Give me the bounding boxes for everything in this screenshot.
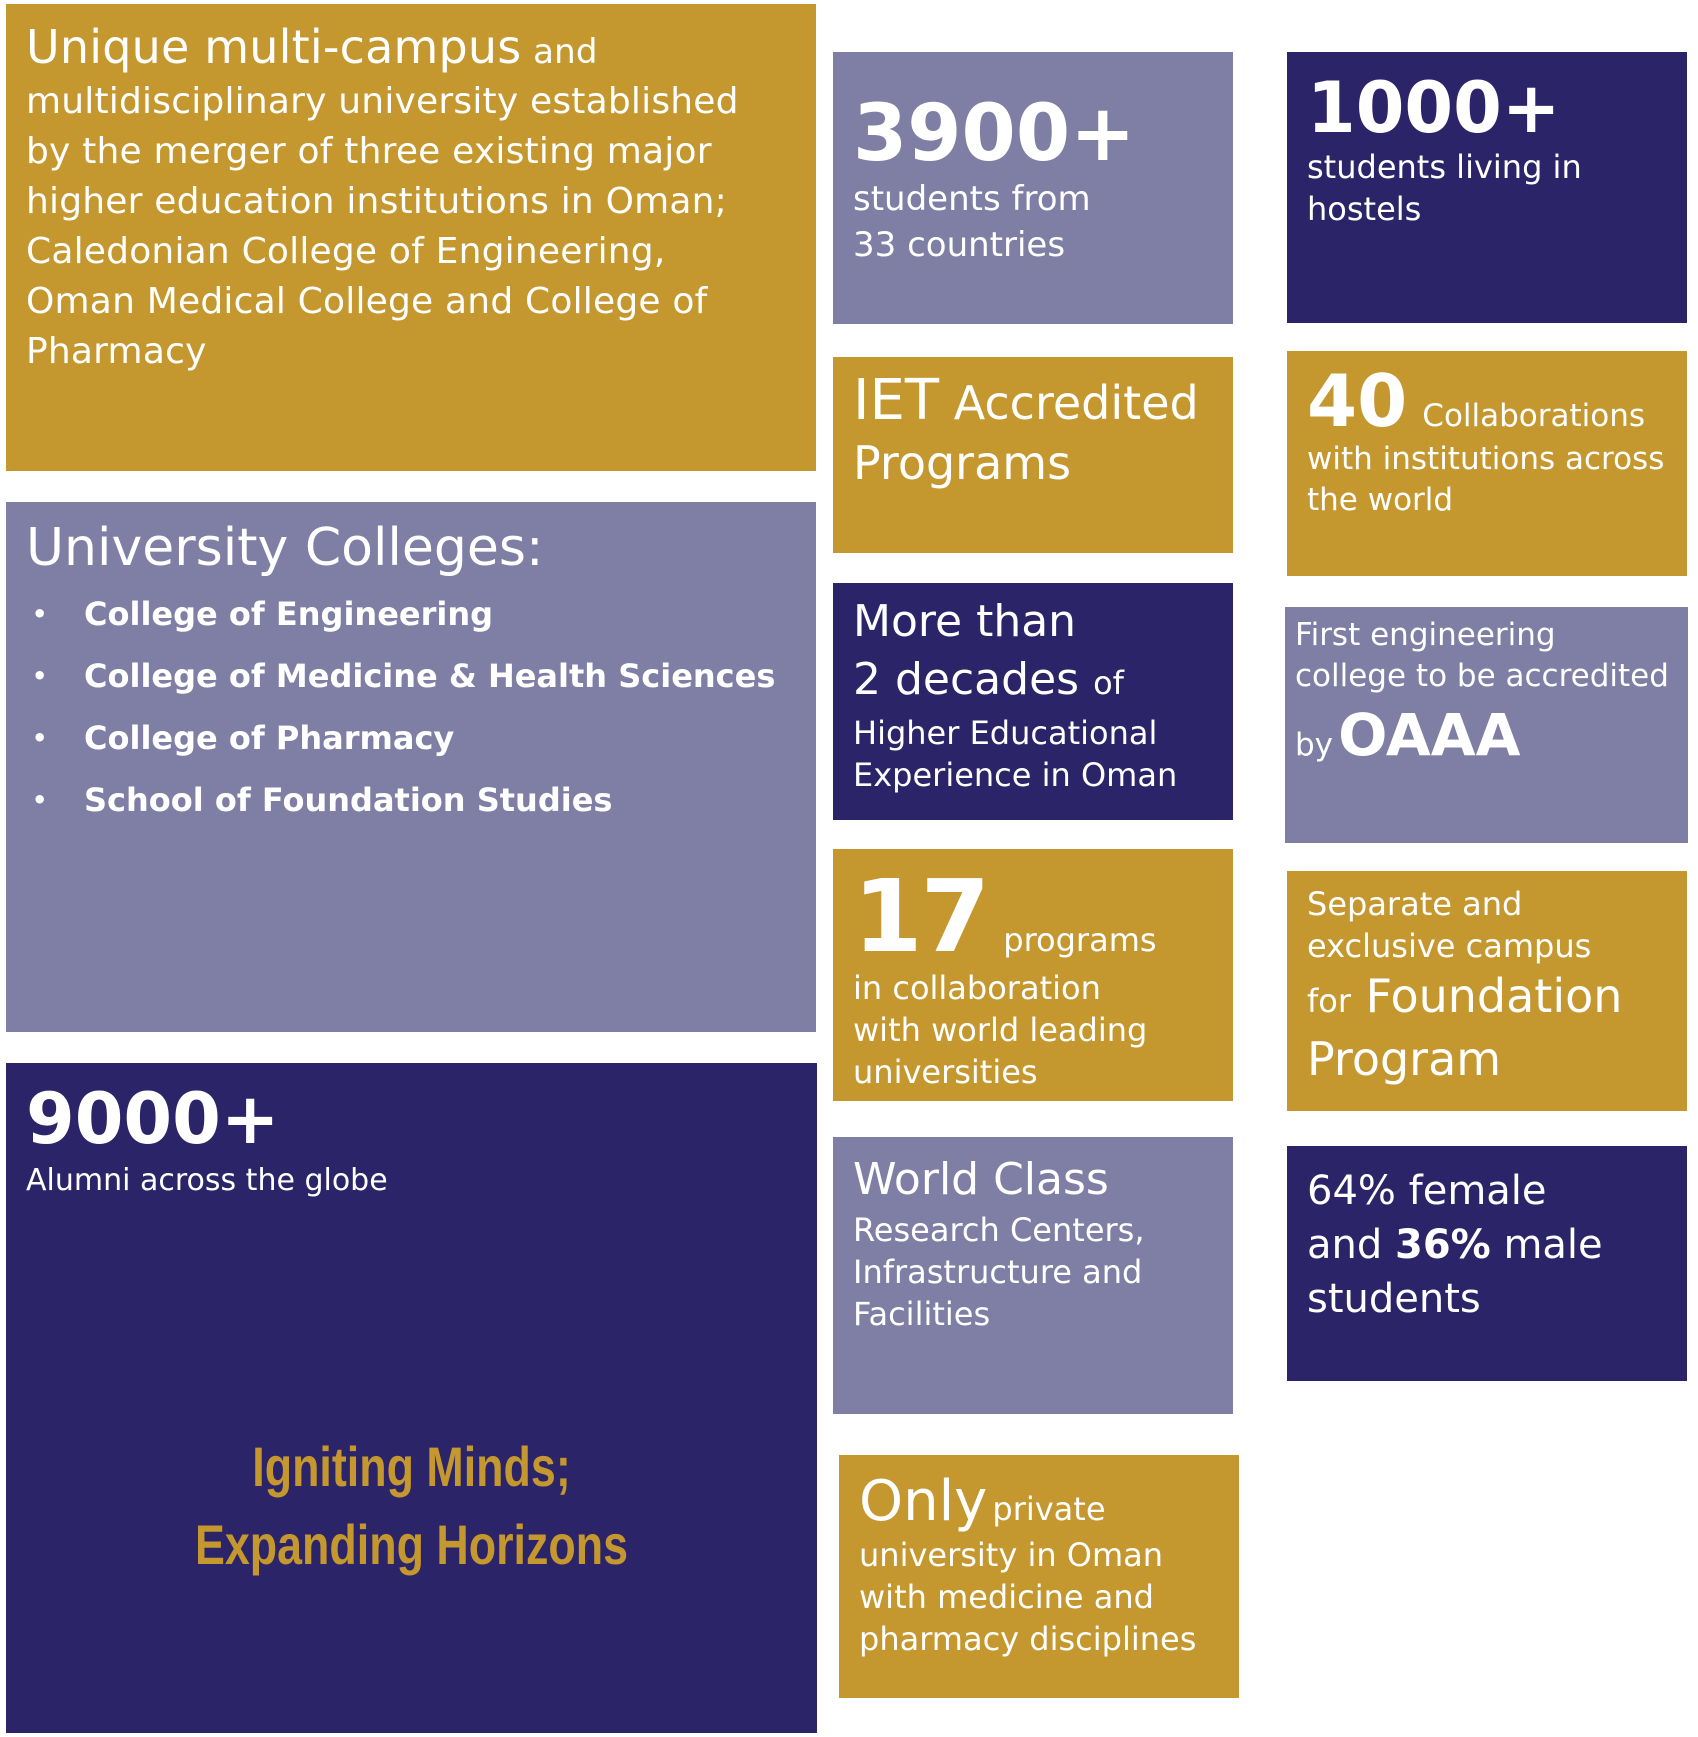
slogan-line: Igniting Minds; [252,1435,571,1498]
bullet-icon: • [32,600,48,628]
students-number: 3900+ [853,89,1136,179]
intro-tile [6,4,816,471]
oaaa-line: college to be accredited [1295,658,1669,694]
list-item [26,594,796,656]
bullet-icon: • [32,786,48,814]
oaaa-big: OAAA [1338,701,1521,769]
intro-first-line [26,22,796,77]
alumni-label: Alumni across the globe [26,1163,388,1198]
programs-line: with world leading [853,1011,1148,1049]
foundation-big: Foundation [1365,969,1623,1023]
decades-line: More than [853,596,1077,647]
research-line: Research Centers, [853,1211,1145,1249]
foundation-line: Separate and [1307,885,1523,923]
college-name: School of Foundation Studies [84,781,613,819]
foundation-line [1307,967,1667,1030]
intro-line: Oman Medical College and College of [26,281,708,322]
list-item [26,656,796,718]
slogan-line: Expanding Horizons [194,1513,629,1576]
intro-and: and [533,32,598,72]
oaaa-tile [1285,607,1688,843]
intro-lead: Unique multi-campus [26,20,522,74]
colleges-heading: University Colleges: [26,518,544,578]
foundation-line: Program [1307,1032,1502,1086]
slogan [87,1428,736,1584]
research-line: Facilities [853,1295,991,1333]
intro-line: Caledonian College of Engineering, [26,231,666,272]
programs-line: universities [853,1053,1038,1091]
only-top [859,1469,1219,1534]
decades-line [853,651,1213,712]
intro-line: higher education institutions in Oman; [26,181,728,222]
only-line: pharmacy disciplines [859,1620,1197,1658]
gender-line [1307,1164,1667,1218]
collab-top-label: Collaborations [1422,398,1646,434]
decades-line: Higher Educational [853,714,1158,752]
bullet-icon: • [32,724,48,752]
programs-number: 17 [853,858,989,975]
programs-top [853,858,1213,975]
intro-line: multidisciplinary university established [26,81,739,122]
foundation-line: exclusive campus [1307,927,1592,965]
only-tile [839,1455,1239,1698]
hostels-line: hostels [1307,190,1422,228]
intro-line: by the merger of three existing major [26,131,712,172]
female-label: female [1408,1168,1547,1214]
collab-tile [1287,351,1687,576]
colleges-list [26,594,796,842]
bullet-icon: • [32,662,48,690]
research-line: Infrastructure and [853,1253,1143,1291]
college-name: College of Pharmacy [84,719,455,757]
collab-line: with institutions across [1307,441,1665,477]
collab-line: the world [1307,482,1454,518]
only-line: with medicine and [859,1578,1154,1616]
oaaa-line: First engineering [1295,617,1556,653]
research-tile [833,1137,1233,1414]
male-label: male [1503,1222,1603,1268]
male-pct: 36% [1394,1222,1491,1268]
foundation-tile [1287,871,1687,1111]
collab-top [1307,359,1667,443]
only-big: Only [859,1469,988,1534]
foundation-for: for [1307,982,1351,1020]
decades-line: Experience in Oman [853,756,1178,794]
college-name: College of Engineering [84,595,494,633]
programs-tile [833,849,1233,1101]
students-label: students from [853,179,1091,219]
hostels-line: students living in [1307,148,1582,186]
list-item [26,780,796,842]
hostels-tile [1287,52,1687,323]
only-small: private [992,1490,1106,1528]
decades-tile [833,583,1233,820]
decades-big: 2 decades [853,654,1080,705]
oaaa-bottom [1295,697,1678,773]
programs-line: in collaboration [853,969,1101,1007]
iet-tile [833,357,1233,553]
gender-tile [1287,1146,1687,1381]
gender-and: and [1307,1222,1383,1268]
list-item [26,718,796,780]
only-line: university in Oman [859,1536,1164,1574]
colleges-tile [6,502,816,1032]
collab-number: 40 [1307,359,1408,443]
students-tile [833,52,1233,324]
iet-line: Programs [853,436,1072,490]
college-name: College of Medicine & Health Sciences [84,657,776,695]
gender-line [1307,1218,1667,1272]
students-label: 33 countries [853,225,1066,265]
intro-line: Pharmacy [26,331,207,372]
iet-line [853,368,1213,433]
iet-rest: Accredited [953,376,1199,430]
decades-small: of [1093,664,1124,702]
hostels-number: 1000+ [1307,67,1561,149]
gender-line: students [1307,1276,1481,1322]
alumni-number: 9000+ [26,1078,280,1160]
iet-big: IET [853,368,940,433]
oaaa-by: by [1295,727,1334,763]
alumni-tile [6,1063,817,1733]
research-line: World Class [853,1154,1109,1205]
programs-top-label: programs [1003,921,1157,959]
female-pct: 64% [1307,1168,1396,1214]
